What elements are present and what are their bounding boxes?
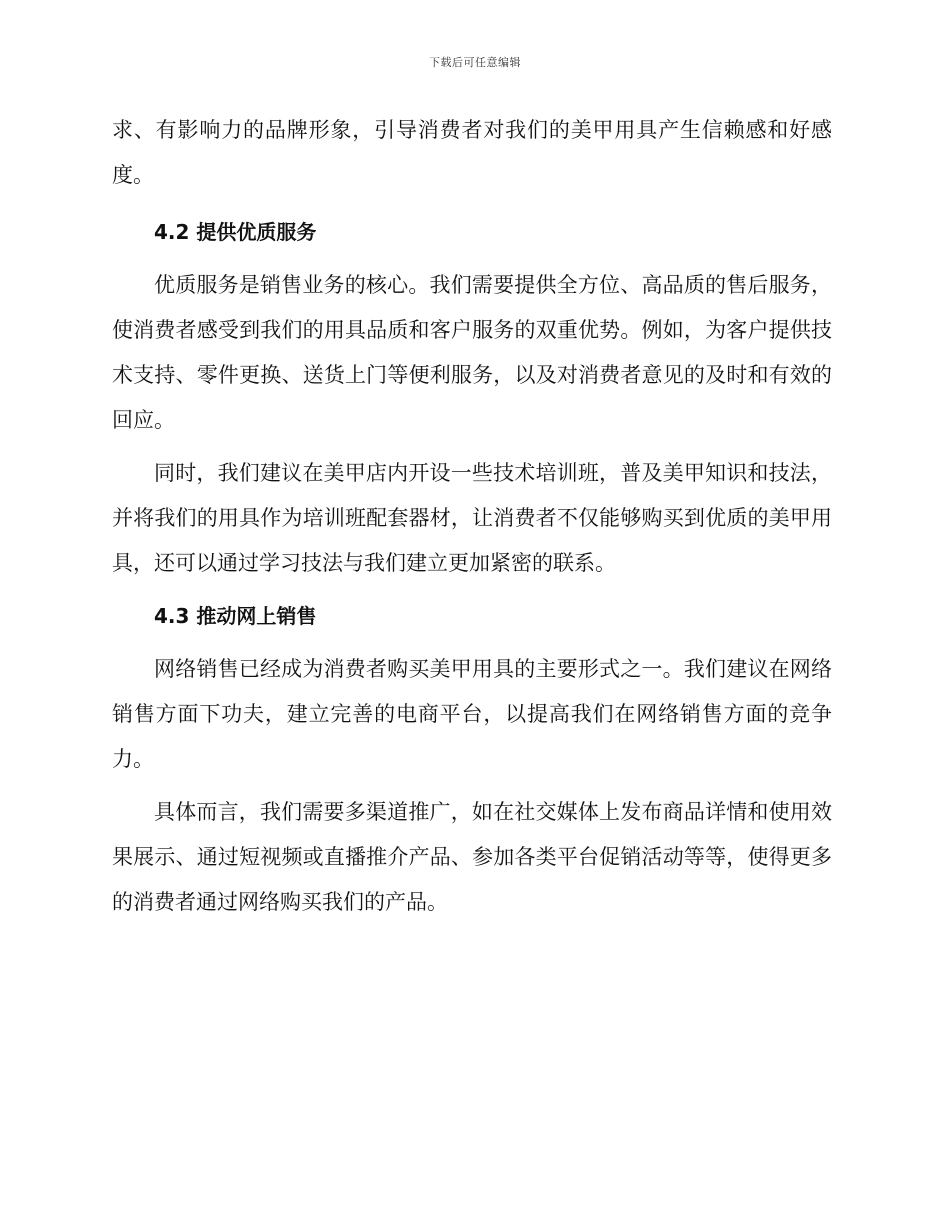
paragraph: 具体而言，我们需要多渠道推广，如在社交媒体上发布商品详情和使用效果展示、通过短视频或直播推介产品、参加各类平台促销活动等等，使得更多的消费者通过网络购买我们的产品。 xyxy=(112,800,832,914)
document-body xyxy=(112,108,832,925)
page-header: 下载后可任意编辑 xyxy=(429,56,521,69)
paragraph: 网络销售已经成为消费者购买美甲用具的主要形式之一。我们建议在网络销售方面下功夫，建立完善的电商平台，以提高我们在网络销售方面的竞争力。 xyxy=(112,657,832,771)
section-heading-4-3: 4.3 推动网上销售 xyxy=(154,604,317,628)
section-heading-4-2: 4.2 提供优质服务 xyxy=(154,220,317,244)
paragraph: 优质服务是销售业务的核心。我们需要提供全方位、高品质的售后服务，使消费者感受到我们的用具品质和客户服务的双重优势。例如，为客户提供技术支持、零件更换、送货上门等便利服务，以及对消费者意见的及时和有效的回应。 xyxy=(112,273,832,432)
paragraph: 同时，我们建议在美甲店内开设一些技术培训班，普及美甲知识和技法，并将我们的用具作为培训班配套器材，让消费者不仅能够购买到优质的美甲用具，还可以通过学习技法与我们建立更加紧密的联系。 xyxy=(112,461,832,575)
paragraph-continuation: 求、有影响力的品牌形象，引导消费者对我们的美甲用具产生信赖感和好感度。 xyxy=(112,118,832,187)
